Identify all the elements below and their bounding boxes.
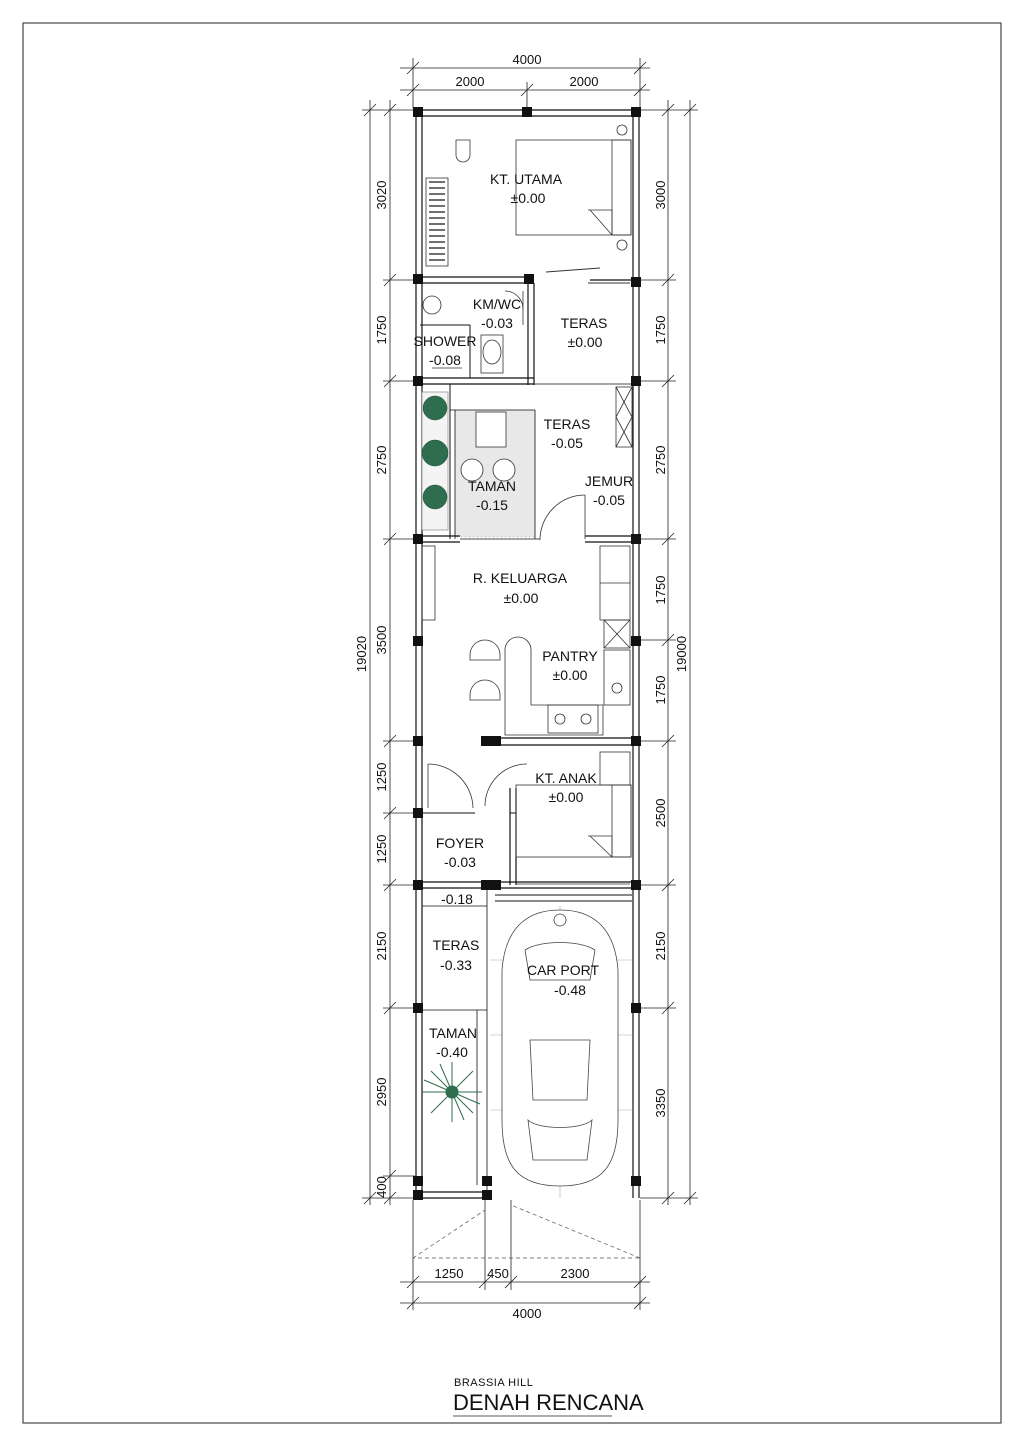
- room-name-teras-mid: TERAS: [543, 416, 591, 432]
- room-name-taman-top: TAMAN: [468, 478, 516, 494]
- dim-left-part: 1750: [374, 315, 389, 345]
- room-level-jemur: -0.05: [593, 492, 625, 508]
- dim-left-part: 3500: [374, 625, 389, 655]
- sink: [423, 296, 441, 314]
- room-name-r-keluarga: R. KELUARGA: [472, 570, 568, 586]
- room-name-kt-anak: KT. ANAK: [535, 770, 597, 786]
- room-level-teras-front: -0.33: [440, 957, 472, 973]
- room-level-r-keluarga: ±0.00: [503, 590, 539, 606]
- room-level-taman-front: -0.40: [436, 1044, 468, 1060]
- dim-right-part: 1750: [653, 675, 668, 705]
- room-name-kt-utama: KT. UTAMA: [489, 171, 563, 187]
- room-name-shower: SHOWER: [413, 333, 477, 349]
- room-level-teras-top: ±0.00: [567, 334, 603, 350]
- drawing-title: DENAH RENCANA: [453, 1390, 644, 1415]
- dim-left-part: 400: [374, 1176, 389, 1198]
- dim-left-part: 2750: [374, 445, 389, 475]
- dim-right-part: 3000: [653, 180, 668, 210]
- step-level: -0.18: [441, 891, 473, 907]
- dim-bottom-part: 450: [487, 1266, 509, 1281]
- room-level-kt-anak: ±0.00: [548, 789, 584, 805]
- dim-right-part: 3350: [653, 1088, 668, 1118]
- outdoor-table: [476, 412, 506, 447]
- room-level-car-port: -0.48: [554, 982, 586, 998]
- room-level-kt-utama: ±0.00: [510, 190, 546, 206]
- dim-right-part: 1750: [653, 315, 668, 345]
- dim-left-part: 3020: [374, 180, 389, 210]
- dim-bottom-part: 1250: [434, 1266, 464, 1281]
- project-name: BRASSIA HILL: [454, 1377, 534, 1389]
- car-icon: [502, 910, 618, 1186]
- room-name-teras-front: TERAS: [432, 937, 480, 953]
- dim-left-part: 1250: [374, 762, 389, 792]
- room-level-pantry: ±0.00: [552, 667, 588, 683]
- tree-icon: [422, 1062, 482, 1122]
- room-name-foyer: FOYER: [435, 835, 485, 851]
- room-level-taman-top: -0.15: [476, 497, 508, 513]
- dim-left-part: 2150: [374, 931, 389, 961]
- room-level-foyer: -0.03: [444, 854, 476, 870]
- sofa: [422, 546, 435, 620]
- toilet: [483, 340, 501, 364]
- dim-top-part: 2000: [569, 74, 599, 89]
- room-level-kmwc: -0.03: [481, 315, 513, 331]
- plant-icon: [422, 396, 448, 509]
- dim-left-part: 1250: [374, 834, 389, 864]
- room-name-kmwc: KM/WC: [472, 296, 522, 312]
- room-name-jemur: JEMUR: [584, 473, 634, 489]
- dim-top-total: 4000: [512, 52, 542, 67]
- dim-top-part: 2000: [455, 74, 485, 89]
- room-name-teras-top: TERAS: [560, 315, 608, 331]
- dim-right-part: 2750: [653, 445, 668, 475]
- room-name-taman-front: TAMAN: [429, 1025, 477, 1041]
- master-bed: [516, 140, 631, 235]
- room-name-car-port: CAR PORT: [526, 962, 600, 978]
- dim-right-total: 19000: [674, 635, 689, 673]
- dim-right-part: 1750: [653, 575, 668, 605]
- room-level-shower: -0.08: [429, 352, 461, 368]
- room-name-pantry: PANTRY: [542, 648, 598, 664]
- dim-bottom-part: 2300: [560, 1266, 590, 1281]
- dim-right-part: 2150: [653, 931, 668, 961]
- dim-bottom-total: 4000: [512, 1306, 542, 1321]
- dim-right-part: 2500: [653, 798, 668, 828]
- dim-left-part: 2950: [374, 1077, 389, 1107]
- driveway-outline: [413, 1200, 640, 1258]
- dim-left-total: 19020: [354, 635, 369, 673]
- room-level-teras-mid: -0.05: [551, 435, 583, 451]
- wardrobe: [426, 178, 448, 266]
